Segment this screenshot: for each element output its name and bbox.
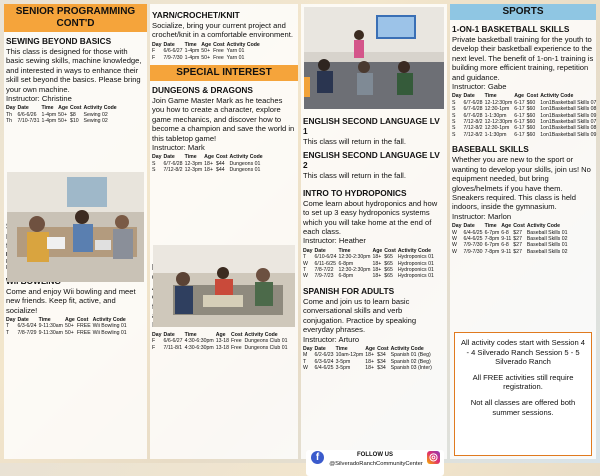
table-cell: 7/12-8/2 (463, 119, 483, 126)
table-cell: Hydroponics 01 (397, 260, 434, 267)
table-cell: 6/6-6/27 (163, 338, 183, 345)
table-cell: Dungeons 01 (229, 167, 261, 174)
table-cell: Sewing 02 (83, 118, 108, 125)
column-header: Time (38, 316, 51, 323)
table-cell: T (6, 329, 10, 336)
table-cell: 6-8pm (338, 273, 354, 280)
column-header: Date (314, 345, 326, 352)
table-cell: S (452, 99, 456, 106)
table-cell: 1on1Basketball Skills 09 (540, 112, 597, 119)
table-cell: 50+ (58, 111, 67, 118)
table-row (152, 345, 290, 351)
table-cell: 4:30-6:30pm (184, 338, 214, 345)
column-header: Date (463, 93, 475, 100)
table-cell: 1-1:30pm (484, 112, 507, 119)
column-header: Activity Code (540, 93, 574, 100)
table-cell: W (452, 242, 457, 249)
table-cell: S (452, 125, 456, 132)
column-header: Cost (215, 154, 228, 161)
table-cell: 9-11 (501, 248, 512, 255)
table-cell: 13-18 (215, 344, 229, 351)
table-cell: 18+ (204, 160, 213, 167)
column-header: Day (6, 105, 16, 112)
column-header: Age (372, 247, 383, 254)
table-cell: 6-17 (514, 106, 525, 113)
table-cell: $60 (526, 99, 536, 106)
table-cell: 50+ (58, 118, 67, 125)
class-desc-basketball: Private basketball training for the youth to develop their basketball experience to the next level. The benefit of 1-on-1 training is building more efficient training, repetition and guidance. (452, 35, 594, 82)
table-cell: $60 (526, 119, 536, 126)
column-header: Activity Code (229, 154, 263, 161)
table-cell: 50+ (65, 329, 74, 336)
table-cell: Spanish 03 (Inter) (390, 365, 432, 372)
table-cell: Dungeons Club 01 (244, 344, 288, 351)
follow-us-title: FOLLOW US (357, 452, 393, 458)
column-header: Date (314, 247, 326, 254)
table-cell: 18+ (204, 167, 213, 174)
schedule-table-dnd-teen (152, 332, 290, 351)
notice-activity-codes: All activity codes start with Session 4 - 4 Silverado Ranch Session 5 - 5 Silverado Ranch (460, 338, 586, 367)
table-cell: $60 (526, 131, 536, 138)
class-title-hydroponics: INTRO TO HYDROPONICS (303, 187, 407, 198)
table-cell: 12:30-1pm (484, 125, 510, 132)
table-cell: 18+ (365, 352, 375, 359)
column-header: Date (163, 331, 175, 338)
table-cell: 1-4pm (184, 48, 200, 55)
table-cell: F (152, 48, 156, 55)
table-cell: 50+ (201, 48, 211, 55)
table-cell: 10am-12pm (335, 352, 364, 359)
table-cell: FREE (76, 329, 91, 336)
column-header: Time (338, 247, 351, 254)
class-instructor-dnd: Instructor: Mark (152, 143, 205, 153)
table-cell: Free (231, 344, 242, 351)
table-cell: 6/11-6/25 (314, 260, 337, 267)
column-header: Cost (69, 105, 82, 112)
table-row (152, 55, 262, 61)
column-header: Cost (526, 93, 539, 100)
table-cell: 1-4pm (41, 118, 57, 125)
table-cell: S (452, 112, 456, 119)
table-cell: 6/7-6/28 (163, 160, 183, 167)
table-cell: 6-8 (501, 242, 509, 249)
table-cell: M (303, 352, 308, 359)
column-header: Date (163, 41, 175, 48)
table-cell: FREE (76, 323, 91, 330)
table-cell: Baseball Skills 02 (526, 235, 568, 242)
table-row (6, 323, 129, 329)
table-row (6, 330, 129, 336)
table-row (303, 365, 434, 371)
table-cell: 1-1:30pm (484, 131, 507, 138)
table-cell: $65 (384, 254, 393, 261)
table-cell: Free (213, 54, 224, 61)
table-cell: 9-11:30am (38, 323, 63, 330)
column-header: Activity Code (226, 41, 260, 48)
table-cell: 7/11-8/1 (163, 344, 183, 351)
column-header: Activity Code (92, 316, 126, 323)
table-cell: S (452, 131, 456, 138)
table-cell: 3-5pm (335, 365, 351, 372)
table-cell: Wii Bowling 01 (92, 329, 127, 336)
table-header-row (6, 105, 119, 111)
class-title-basketball: 1-ON-1 BASKETBALL SKILLS (452, 24, 570, 34)
table-cell: 1on1Basketball Skills 08 (540, 125, 597, 132)
table-cell: 18+ (365, 365, 375, 372)
section-banner-senior: SENIOR PROGRAMMING CONT'D (4, 4, 147, 32)
column-header: Cost (513, 223, 525, 230)
table-cell: $34 (377, 352, 386, 359)
instagram-icon[interactable]: ◎ (427, 451, 440, 464)
table-cell: 6/3-6/24 (17, 323, 37, 330)
table-row (303, 254, 436, 260)
class-title-esl2: ENGLISH SECOND LANGUAGE LV 2 (303, 150, 440, 171)
table-cell: 7/8-7/22 (314, 267, 334, 274)
table-cell: 1-4pm (184, 54, 200, 61)
social-handle[interactable]: @SilveradoRanchCommunityCenter (329, 461, 423, 467)
column-header: Cost (231, 331, 243, 338)
section-banner-sports: SPORTS (450, 4, 596, 20)
classroom-photo (304, 7, 444, 109)
table-cell: T (303, 358, 307, 365)
table-cell: 1on1Basketball Skills 07 (540, 99, 597, 106)
table-cell: 6/4-6/25 (314, 365, 334, 372)
table-cell: Baseball Skills 01 (526, 242, 568, 249)
table-cell: Spanish 01 (Beg) (390, 352, 431, 359)
table-cell: Dungeons Club 01 (244, 338, 288, 345)
table-cell: Hydroponics 01 (397, 267, 434, 274)
table-cell: 12-12:30pm (484, 99, 513, 106)
table-cell: 18+ (372, 254, 382, 261)
table-cell: W (452, 248, 457, 255)
table-cell: 12:30-2:30pm (338, 254, 371, 261)
column-header: Day (303, 247, 313, 254)
table-cell: $44 (215, 167, 225, 174)
table-cell: F (152, 338, 156, 345)
column-header: Age (65, 316, 75, 323)
table-cell: Baseball Skills 01 (526, 229, 568, 236)
table-cell: 6/2-6/23 (314, 352, 334, 359)
table-cell: 3-5pm (335, 358, 351, 365)
column-header: Time (335, 345, 348, 352)
column-header: Time (484, 93, 497, 100)
schedule-table-dnd (152, 154, 265, 173)
column-header: Age (365, 345, 376, 352)
table-cell: 1on1Basketball Skills 08 (540, 106, 597, 113)
table-cell: 6-8 (501, 229, 509, 236)
column-header: Time (41, 105, 54, 112)
table-cell: 12:30-2:30pm (338, 267, 371, 274)
table-cell: Yarn 01 (226, 48, 245, 55)
class-instructor-sewing-beyond: Instructor: Christine (6, 94, 72, 104)
table-cell: $10 (69, 118, 79, 125)
table-cell: 6/7-6/28 (463, 99, 483, 106)
table-cell: Baseball Skills 02 (526, 248, 568, 255)
class-title-spanish: SPANISH FOR ADULTS (303, 285, 395, 296)
column-header: Age (501, 223, 512, 230)
column-header: Date (163, 154, 175, 161)
table-cell: 1on1Basketball Skills 07 (540, 119, 597, 126)
column-header: Age (58, 105, 68, 112)
column-header: Time (484, 223, 497, 230)
table-cell: S (452, 119, 456, 126)
table-cell: 6/6-6/27 (163, 48, 183, 55)
notice-sessions: Not all classes are offered both summer sessions. (470, 397, 576, 417)
table-cell: 7/12-8/2 (163, 167, 183, 174)
class-instructor-basketball: Instructor: Gabe (452, 82, 507, 92)
class-desc-dnd: Join Game Master Mark as he teaches you how to create a character, explore game mechanics, and discover how to become a champion and save the world in this tabletop game! (152, 96, 295, 143)
table-cell: 6/4-6/25 (463, 235, 483, 242)
table-cell: 7/9-7/30 (463, 242, 483, 249)
facebook-icon[interactable]: f (311, 451, 324, 464)
table-cell: 7/8-7/29 (17, 329, 37, 336)
table-cell: $65 (384, 273, 393, 280)
column-header: Date (17, 316, 29, 323)
table-cell: 7-8pm (484, 235, 500, 242)
class-title-esl1: ENGLISH SECOND LANGUAGE LV 1 (303, 116, 440, 136)
column-header: Day (152, 41, 162, 48)
table-cell: T (303, 267, 307, 274)
table-cell: 6-17 (514, 99, 525, 106)
table-cell: 7/9-7/30 (463, 248, 483, 255)
table-cell: 18+ (372, 273, 382, 280)
table-cell: 6-17 (514, 119, 525, 126)
table-cell: $34 (377, 365, 386, 372)
column-header: Activity Code (83, 105, 117, 112)
column-header: Day (303, 345, 313, 352)
table-cell: 7/9-7/30 (163, 54, 183, 61)
table-cell: 6-17 (514, 125, 525, 132)
table-cell: 18+ (372, 267, 382, 274)
table-cell: W (452, 235, 457, 242)
column-header: Activity Code (526, 223, 560, 230)
table-row (452, 132, 598, 138)
column-header: Cost (76, 316, 89, 323)
table-cell: 12-12:30pm (484, 119, 513, 126)
class-instructor-baseball: Instructor: Marlon (452, 211, 512, 221)
table-row (152, 167, 265, 173)
table-cell: 6-7pm (484, 242, 500, 249)
sewing-class-photo (7, 172, 144, 282)
schedule-table-yarn (152, 42, 262, 61)
class-title-yarn: YARN/CROCHET/KNIT (152, 10, 240, 20)
table-header-row (452, 223, 570, 229)
column-header: Cost (213, 41, 225, 48)
class-desc-baseball: Whether you are new to the sport or wanting to develop your skills, join us! No equipment needed, but bring gloves/helmets if you have them. Sneakers required. This class is held indoors, inside the gymnasium. (452, 155, 591, 212)
class-desc-spanish: Come and join us to learn basic conversational skills and verb conjugation. Practice by speaking everyday phrases. (303, 296, 417, 335)
table-row (303, 273, 436, 279)
table-cell: 6-7pm (484, 229, 500, 236)
table-cell: $60 (526, 125, 536, 132)
table-cell: W (303, 365, 308, 372)
notice-free-registration: All FREE activities still require registration. (472, 372, 574, 392)
table-cell: 6-17 (514, 112, 525, 119)
schedule-table-sewing-beyond (6, 105, 119, 124)
table-header-row (152, 154, 265, 160)
column-header: Age (201, 41, 212, 48)
table-cell: 1on1Basketball Skills 09 (540, 131, 597, 138)
column-special-interest (150, 4, 298, 459)
class-title-sewing-beyond: SEWING BEYOND BASICS (6, 36, 112, 46)
table-row (452, 249, 570, 255)
table-cell: $65 (384, 260, 393, 267)
column-header: Cost (377, 345, 389, 352)
class-desc-esl2: This class will return in the fall. (303, 171, 406, 181)
table-cell: $60 (526, 106, 536, 113)
column-header: Day (452, 223, 462, 230)
table-cell: W (452, 229, 457, 236)
table-cell: 18+ (365, 358, 375, 365)
class-instructor-hydroponics: Instructor: Heather (303, 236, 366, 246)
table-cell: $65 (384, 267, 393, 274)
schedule-table-baseball (452, 223, 570, 255)
section-banner-special: SPECIAL INTEREST (150, 65, 298, 81)
schedule-table-spanish (303, 346, 434, 372)
column-header: Day (6, 316, 16, 323)
schedule-table-hydroponics (303, 248, 436, 280)
class-desc-wii-bowling: Come and enjoy Wii bowling and meet new friends. Keep fit, active, and socialize! (6, 286, 136, 315)
table-cell: 9-11:30am (38, 329, 63, 336)
class-desc-hydroponics: Come learn about hydroponics and how to set up 3 easy hydroponics systems which you will take home at the end of each class. (303, 198, 438, 237)
table-cell: 6/6-6/26 (17, 111, 37, 118)
table-cell: S (152, 160, 156, 167)
table-cell: F (152, 54, 156, 61)
table-cell: Yarn 01 (226, 54, 245, 61)
table-cell: Dungeons 01 (229, 160, 261, 167)
table-cell: S (152, 167, 156, 174)
table-cell: 50+ (201, 54, 211, 61)
table-cell: Free (213, 48, 224, 55)
column-header: Day (152, 331, 162, 338)
table-cell: 12:30-1pm (484, 106, 510, 113)
table-cell: $44 (215, 160, 225, 167)
table-row (6, 118, 119, 124)
table-cell: 6/10-6/24 (314, 254, 337, 261)
table-cell: 6/7-6/28 (463, 106, 483, 113)
schedule-table-wii-bowling (6, 317, 129, 336)
table-cell: $27 (513, 235, 522, 242)
class-title-dnd: DUNGEONS & DRAGONS (152, 85, 253, 96)
table-cell: 12-3pm (184, 160, 203, 167)
table-cell: 9-11 (501, 235, 512, 242)
table-cell: W (303, 273, 308, 280)
column-header: Date (17, 105, 29, 112)
table-cell: Th (6, 111, 13, 118)
table-cell: 7-8pm (484, 248, 500, 255)
table-cell: $27 (513, 242, 522, 249)
column-header: Activity Code (397, 247, 431, 254)
column-header: Time (184, 41, 197, 48)
table-cell: 6-17 (514, 131, 525, 138)
column-header: Activity Code (244, 331, 278, 338)
table-cell: 6/4-6/25 (463, 229, 483, 236)
dungeons-game-photo (153, 245, 295, 327)
table-row (152, 338, 290, 344)
table-cell: $60 (526, 112, 536, 119)
column-header: Activity Code (390, 345, 424, 352)
column-header: Time (184, 154, 197, 161)
class-desc-yarn: Socialize, bring your current project and crochet/knit in a comfortable environment. (152, 21, 293, 40)
column-header: Age (514, 93, 525, 100)
table-cell: 7/9-7/23 (314, 273, 334, 280)
column-header: Day (452, 93, 462, 100)
table-cell: 13-18 (215, 338, 229, 345)
table-cell: Wii Bowling 01 (92, 323, 127, 330)
class-instructor-spanish: Instructor: Arturo (303, 334, 360, 344)
table-cell: S (452, 106, 456, 113)
column-header: Age (204, 154, 214, 161)
class-title-baseball: BASEBALL SKILLS (452, 144, 529, 155)
table-cell: 50+ (65, 323, 74, 330)
table-cell: 6/3-6/24 (314, 358, 334, 365)
column-header: Day (152, 154, 162, 161)
column-header: Cost (384, 247, 396, 254)
table-cell: W (303, 260, 308, 267)
table-cell: $27 (513, 248, 522, 255)
table-cell: Hydroponics 01 (397, 273, 434, 280)
registration-notice (454, 332, 592, 456)
table-cell: T (303, 254, 307, 261)
table-cell: F (152, 344, 156, 351)
class-desc-esl1: This class will return in the fall. (303, 137, 406, 146)
table-cell: 12-3pm (184, 167, 203, 174)
column-header: Age (215, 331, 226, 338)
table-cell: $8 (69, 111, 76, 118)
table-cell: Hydroponics 01 (397, 254, 434, 261)
table-cell: 6/7-6/28 (463, 112, 483, 119)
schedule-table-basketball (452, 93, 598, 138)
table-cell: 7/10-7/31 (17, 118, 40, 125)
table-cell: Free (231, 338, 242, 345)
column-header: Date (463, 223, 475, 230)
table-cell: 7/12-8/2 (463, 125, 483, 132)
table-cell: $27 (513, 229, 522, 236)
table-cell: Th (6, 118, 13, 125)
table-row (303, 352, 434, 358)
table-cell: T (6, 323, 10, 330)
table-cell: Spanish 02 (Beg) (390, 358, 431, 365)
table-cell: 4:30-6:30pm (184, 344, 214, 351)
column-header: Time (184, 331, 197, 338)
class-desc-sewing-beyond: This class is designed for those with basic sewing skills, machine knowledge, and interested in ways to enhance their skill set beyond the basics. Please bring your own machine. (6, 47, 142, 94)
table-cell: 18+ (372, 260, 382, 267)
table-cell: Sewing 02 (83, 111, 108, 118)
table-cell: 6-8pm (338, 260, 354, 267)
table-cell: $34 (377, 358, 386, 365)
table-cell: 1-4pm (41, 111, 57, 118)
table-cell: 7/12-8/2 (463, 131, 483, 138)
